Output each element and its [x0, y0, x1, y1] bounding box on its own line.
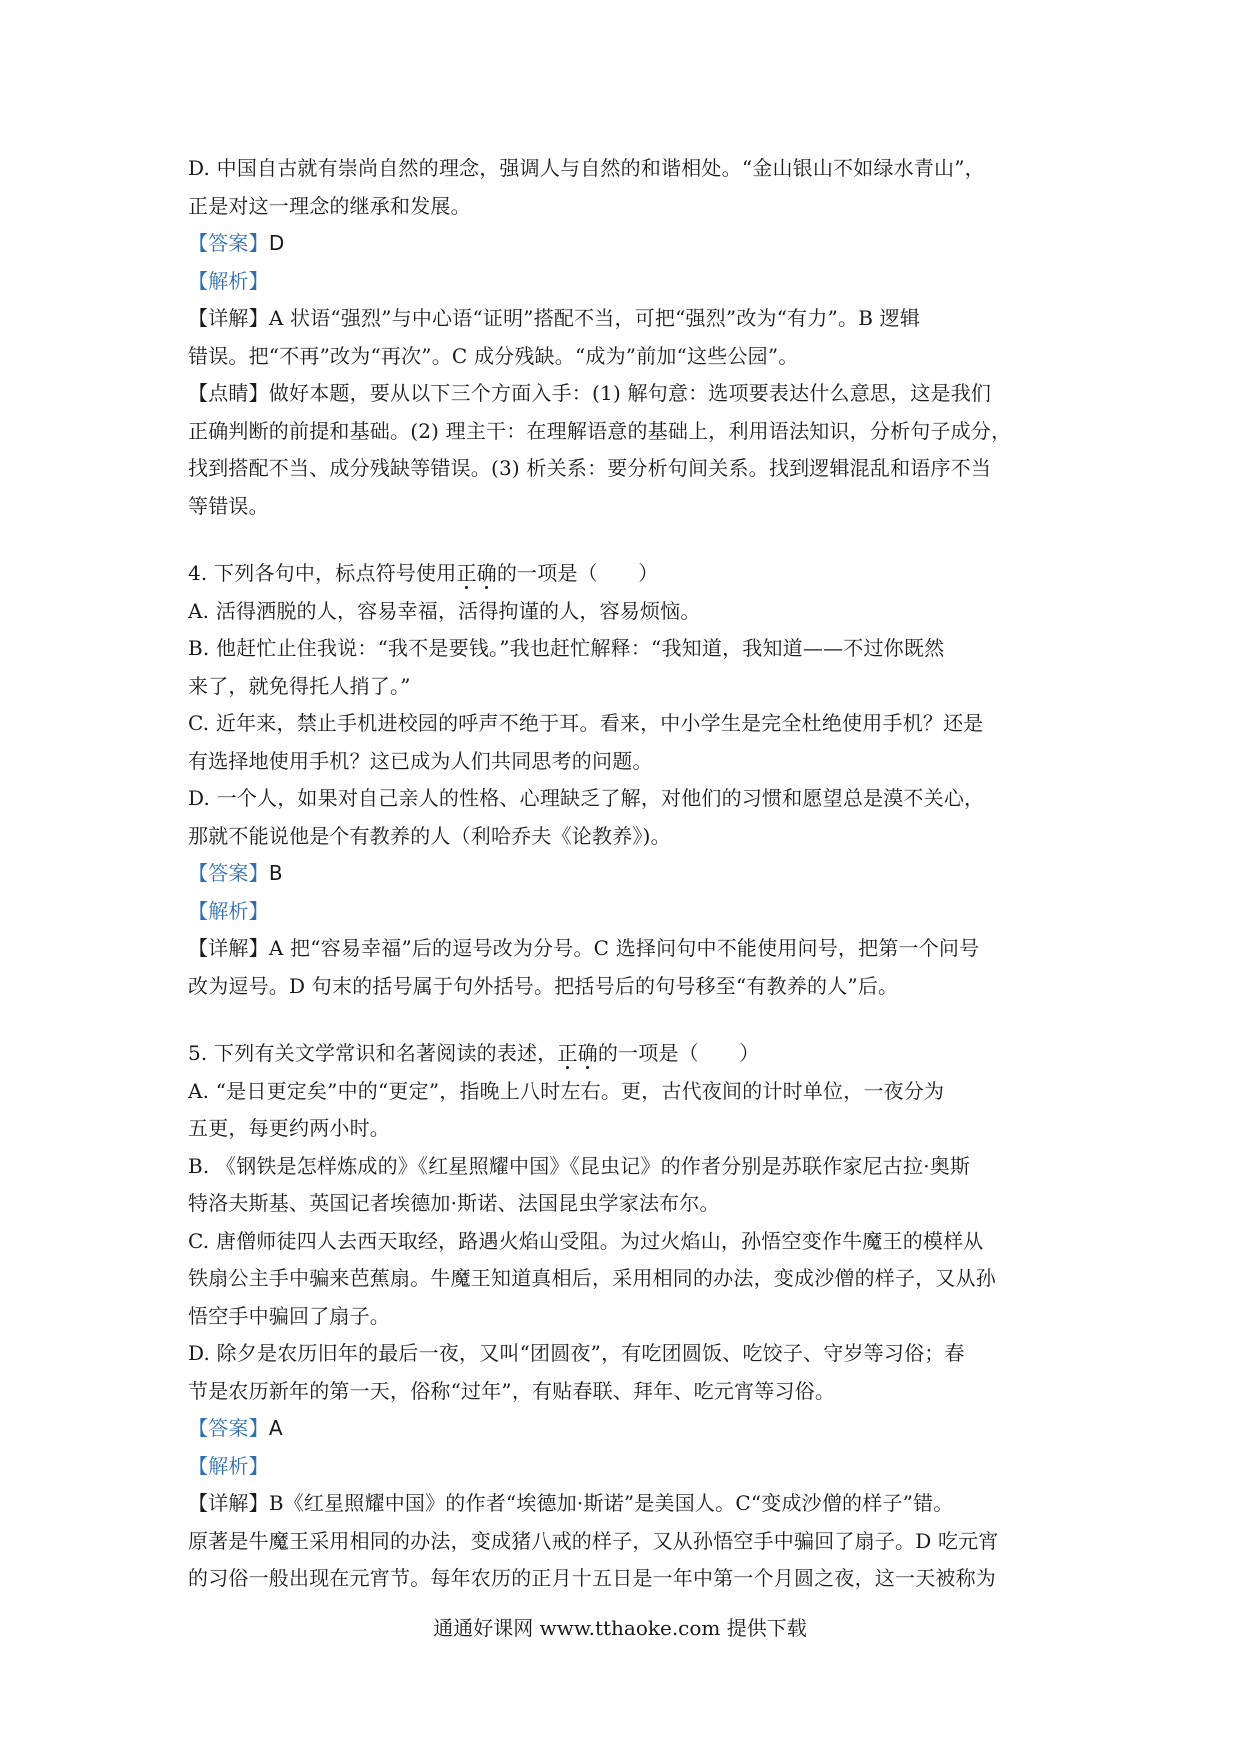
q5-detail-line2: 原著是牛魔王采用相同的办法，变成猪八戒的样子，又从孙悟空手中骗回了扇子。D 吃元宵 [188, 1528, 999, 1553]
q5-option-a-line1: A. “是日更定矣”中的“更定”，指晚上八时左右。更，古代夜间的计时单位，一夜分为 [188, 1078, 945, 1103]
q3-tip-line4: 等错误。 [188, 493, 269, 518]
q4-detail-line1 [188, 930, 1056, 968]
detail-text: B《红星照耀中国》的作者“埃德加·斯诺”是美国人。C“变成沙僧的样子”错。 [268, 1491, 954, 1515]
q4-dotted-char-2: 确 [476, 561, 497, 585]
q3-detail-line2: 错误。把“不再”改为“再次”。C 成分残缺。“成为”前加“这些公园”。 [188, 343, 799, 368]
detail-text: A 把“容易幸福”后的逗号改为分号。C 选择问句中不能使用问号，把第一个问号 [268, 936, 980, 960]
detail-tag: 【详解】 [188, 306, 269, 330]
q5-dotted-char-1: 正 [557, 1041, 578, 1065]
q5-answer [188, 1410, 1056, 1448]
footer-site-name: 通通好课网 [433, 1616, 534, 1640]
q3-option-d-line2: 正是对这一理念的继承和发展。 [188, 193, 471, 218]
q5-analysis-tag: 【解析】 [188, 1453, 269, 1478]
q5-option-c-line1: C. 唐僧师徒四人去西天取经，路遇火焰山受阻。为过火焰山，孙悟空变作牛魔王的模样从 [188, 1228, 984, 1253]
question-3-tail [188, 150, 1056, 525]
q5-stem [188, 1035, 1056, 1073]
question-5 [188, 1035, 1056, 1598]
q3-analysis-tag: 【解析】 [188, 268, 269, 293]
q4-option-c-line1: C. 近年来，禁止手机进校园的呼声不绝于耳。看来，中小学生是完全杜绝使用手机？还是 [188, 711, 984, 735]
q3-option-d-line1: D. 中国自古就有崇尚自然的理念，强调人与自然的和谐相处。“金山银山不如绿水青山”， [188, 156, 985, 180]
q5-detail-line3: 的习俗一般出现在元宵节。每年农历的正月十五日是一年中第一个月圆之夜，这一天被称为 [188, 1566, 996, 1590]
q4-option-d-line1: D. 一个人，如果对自己亲人的性格、心理缺乏了解，对他们的习惯和愿望总是漠不关心， [188, 786, 985, 810]
q4-dotted-char-1: 正 [456, 561, 477, 585]
q4-option-d-line2: 那就不能说他是个有教养的人（利哈乔夫《论教养》)。 [188, 823, 671, 848]
q4-stem-suffix: 的一项是（ ） [496, 561, 659, 585]
question-4 [188, 555, 1056, 1005]
answer-tag: 【答案】 [188, 231, 269, 255]
q3-tip-line1 [188, 375, 1056, 413]
detail-text: A 状语“强烈”与中心语“证明”搭配不当，可把“强烈”改为“有力”。B 逻辑 [268, 306, 921, 330]
detail-tag: 【详解】 [188, 1491, 269, 1515]
tip-tag: 【点睛】 [188, 381, 269, 405]
q4-stem [188, 555, 1056, 593]
q4-answer [188, 855, 1056, 893]
footer-suffix: 提供下载 [726, 1616, 807, 1640]
q5-option-d-line2: 节是农历新年的第一天，俗称“过年”，有贴春联、拜年、吃元宵等习俗。 [188, 1378, 836, 1403]
answer-value: B [268, 861, 283, 885]
answer-tag: 【答案】 [188, 861, 269, 885]
q3-tip-line3: 找到搭配不当、成分残缺等错误。(3) 析关系：要分析句间关系。找到逻辑混乱和语序不当 [188, 456, 992, 480]
q5-stem-prefix: 5. 下列有关文学常识和名著阅读的表述， [188, 1041, 558, 1065]
q5-dotted-char-2: 确 [577, 1041, 598, 1065]
q5-option-b-line2: 特洛夫斯基、英国记者埃德加·斯诺、法国昆虫学家法布尔。 [188, 1191, 720, 1215]
q5-option-c-line3: 悟空手中骗回了扇子。 [188, 1303, 390, 1328]
q5-option-c-line2: 铁扇公主手中骗来芭蕉扇。牛魔王知道真相后，采用相同的办法，变成沙僧的样子，又从孙 [188, 1266, 996, 1290]
q4-option-b-line1: B. 他赶忙止住我说：“我不是要钱。”我也赶忙解释：“我知道，我知道——不过你既然 [188, 636, 945, 660]
q5-stem-suffix: 的一项是（ ） [597, 1041, 760, 1065]
q4-option-b-line2: 来了，就免得托人捎了。” [188, 673, 411, 698]
q5-option-a-line2: 五更，每更约两小时。 [188, 1116, 390, 1140]
q4-option-a: A. 活得洒脱的人，容易幸福，活得拘谨的人，容易烦恼。 [188, 598, 701, 623]
q4-analysis-tag: 【解析】 [188, 898, 269, 923]
q5-option-d-line1: D. 除夕是农历旧年的最后一夜，又叫“团圆夜”，有吃团圆饭、吃饺子、守岁等习俗；春 [188, 1341, 965, 1365]
q3-detail-line1 [188, 300, 1056, 338]
q3-answer [188, 225, 1056, 263]
q5-detail-line1 [188, 1485, 1056, 1523]
answer-tag: 【答案】 [188, 1416, 269, 1440]
q4-detail-line2: 改为逗号。D 句末的括号属于句外括号。把括号后的句号移至“有教养的人”后。 [188, 973, 899, 998]
q3-tip-line2: 正确判断的前提和基础。(2) 理主干：在理解语意的基础上，利用语法知识，分析句子成分， [188, 418, 1012, 443]
detail-tag: 【详解】 [188, 936, 269, 960]
document-page [188, 150, 1056, 1598]
tip-text: 做好本题，要从以下三个方面入手：(1) 解句意：选项要表达什么意思，这是我们 [268, 381, 992, 405]
q4-stem-prefix: 4. 下列各句中，标点符号使用 [188, 561, 457, 585]
answer-value: D [268, 231, 285, 255]
answer-value: A [268, 1416, 283, 1440]
page-footer [0, 1612, 1240, 1641]
q5-option-b-line1: B. 《钢铁是怎样炼成的》《红星照耀中国》《昆虫记》的作者分别是苏联作家尼古拉·奥斯 [188, 1153, 971, 1178]
q4-option-c-line2: 有选择地使用手机？这已成为人们共同思考的问题。 [188, 748, 653, 773]
footer-url[interactable]: www.tthaoke.com [539, 1616, 721, 1640]
